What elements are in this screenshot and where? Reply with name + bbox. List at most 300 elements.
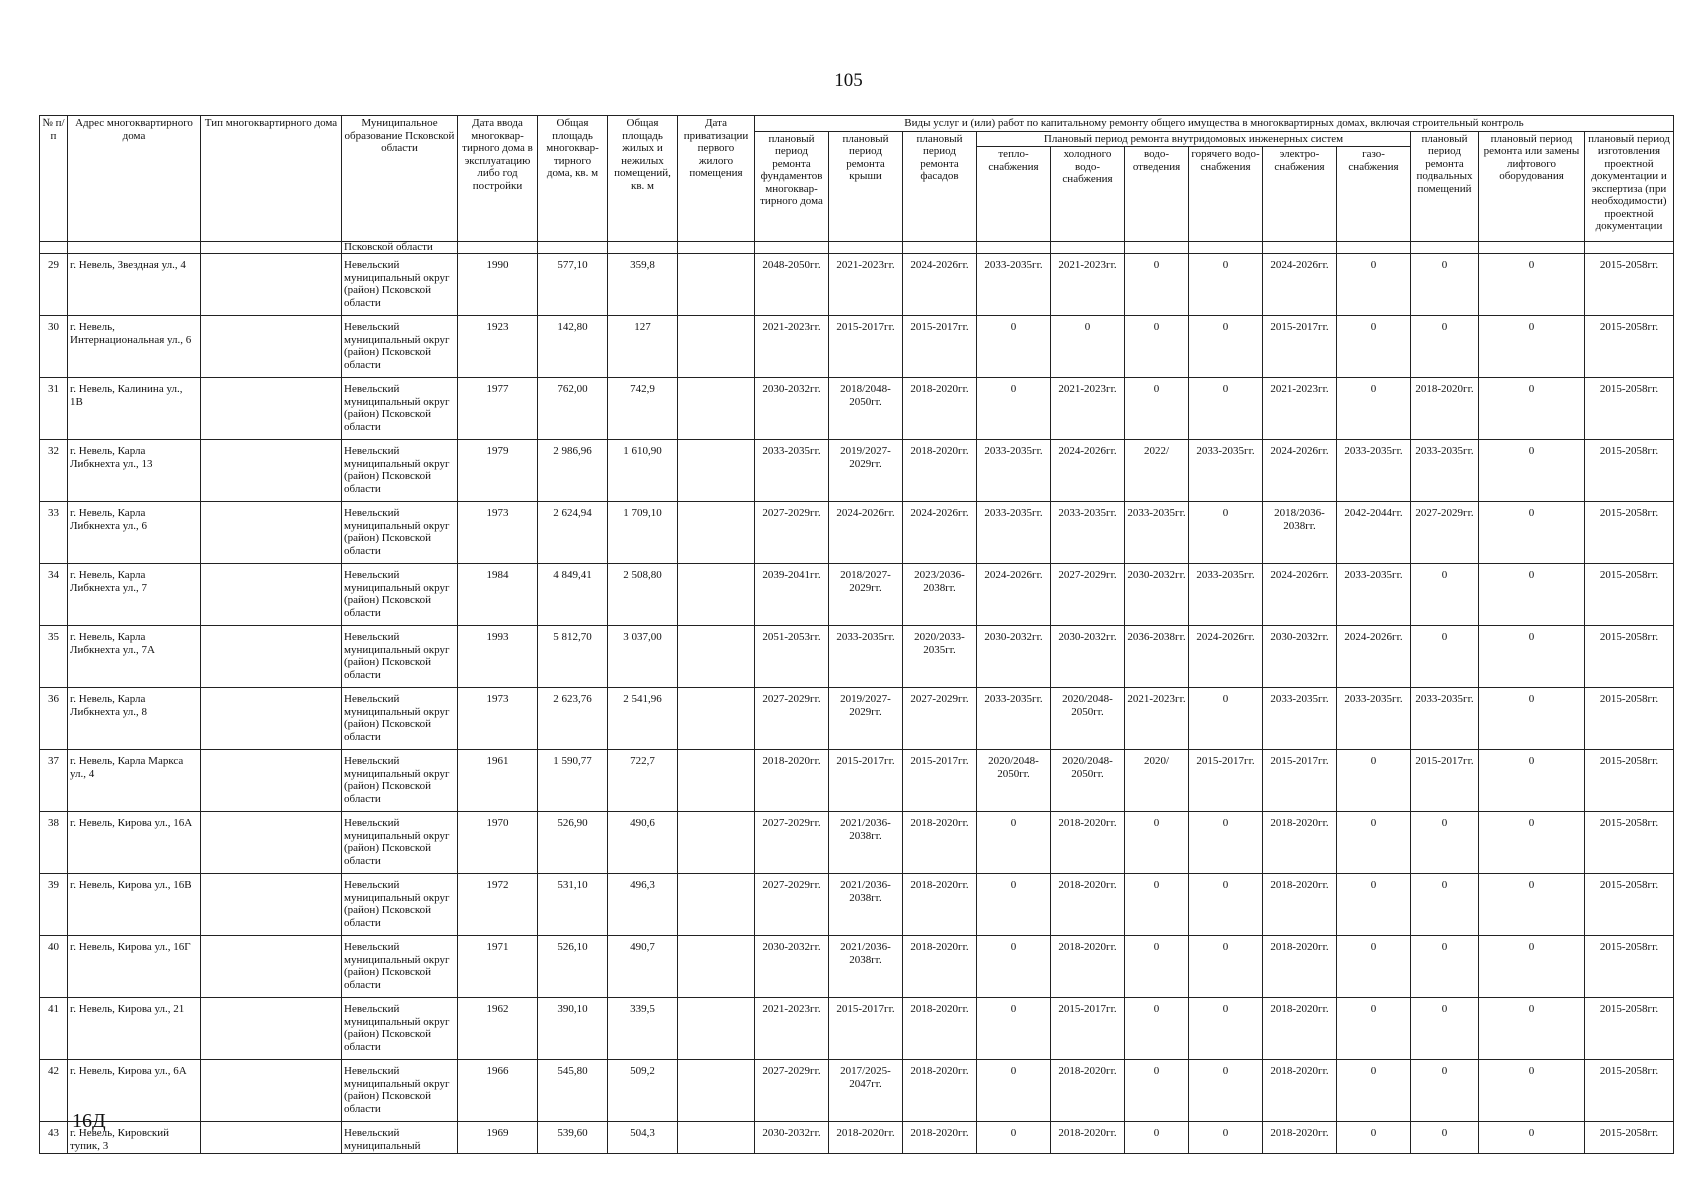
cell-total-area: 577,10 — [538, 254, 608, 316]
cell-sewer: 0 — [1125, 1060, 1189, 1122]
header-cold-water: холодного водо-снабжения — [1051, 147, 1125, 242]
cell-year: 1973 — [458, 502, 538, 564]
cell-roof: 2018/2027-2029гг. — [829, 564, 903, 626]
cell-facade: 2018-2020гг. — [903, 936, 977, 998]
cell-living-area: 1 610,90 — [608, 440, 678, 502]
cell-foundation: 2051-2053гг. — [755, 626, 829, 688]
cell-heat: 0 — [977, 378, 1051, 440]
cell-foundation: 2027-2029гг. — [755, 1060, 829, 1122]
cell-living-area: 3 037,00 — [608, 626, 678, 688]
page-number: 105 — [834, 70, 863, 91]
cell-municipality: Невельский муниципальный округ (район) Псковской области — [342, 936, 458, 998]
table-row-fragment — [40, 242, 1674, 254]
cell-year: 1923 — [458, 316, 538, 378]
cell-living-area: 490,6 — [608, 812, 678, 874]
cell-electric: 2030-2032гг. — [1263, 626, 1337, 688]
cell-address: г. Невель, Карла Маркса ул., 4 — [68, 750, 201, 812]
header-facade: плановый период ремонта фасадов — [903, 131, 977, 242]
cell-basement: 0 — [1411, 316, 1479, 378]
cell-year: 1972 — [458, 874, 538, 936]
cell-facade: 2018-2020гг. — [903, 1060, 977, 1122]
cell-heat: 0 — [977, 1122, 1051, 1154]
cell-heat: 0 — [977, 874, 1051, 936]
cell-municipality: Невельский муниципальный округ (район) Псковской области — [342, 874, 458, 936]
cell-address: г. Невель, Кирова ул., 6А — [68, 1060, 201, 1122]
cell-total-area: 531,10 — [538, 874, 608, 936]
cell-hot-water: 2015-2017гг. — [1189, 750, 1263, 812]
cell-basement: 0 — [1411, 254, 1479, 316]
cell-gas: 2042-2044гг. — [1337, 502, 1411, 564]
cell-num: 43 — [40, 1122, 68, 1154]
cell-year: 1984 — [458, 564, 538, 626]
header-address: Адрес многоквартирного дома — [68, 116, 201, 242]
cell-num: 33 — [40, 502, 68, 564]
cell-municipality: Невельский муниципальный округ (район) Псковской области — [342, 564, 458, 626]
cell-electric: 2015-2017гг. — [1263, 750, 1337, 812]
cell-type — [201, 254, 342, 316]
cell-roof: 2019/2027-2029гг. — [829, 688, 903, 750]
table-row — [40, 378, 1674, 440]
cell-roof: 2024-2026гг. — [829, 502, 903, 564]
cell-roof: 2015-2017гг. — [829, 750, 903, 812]
cell-privatization — [678, 254, 755, 316]
cell-design: 2015-2058гг. — [1585, 812, 1674, 874]
header-total-area: Общая площадь многоквар-тирного дома, кв. м — [538, 116, 608, 242]
cell-total-area: 2 986,96 — [538, 440, 608, 502]
cell-type — [201, 1060, 342, 1122]
cell-year: 1970 — [458, 812, 538, 874]
cell-living-area: 509,2 — [608, 1060, 678, 1122]
cell-roof: 2015-2017гг. — [829, 998, 903, 1060]
cell-facade: 2018-2020гг. — [903, 440, 977, 502]
cell-total-area: 2 623,76 — [538, 688, 608, 750]
table-row — [40, 998, 1674, 1060]
cell-electric: 2024-2026гг. — [1263, 564, 1337, 626]
cell-living-area: 496,3 — [608, 874, 678, 936]
cell-electric: 2018/2036-2038гг. — [1263, 502, 1337, 564]
cell-elevator: 0 — [1479, 874, 1585, 936]
cell-cold-water: 2015-2017гг. — [1051, 998, 1125, 1060]
cell-roof: 2017/2025-2047гг. — [829, 1060, 903, 1122]
cell-municipality: Невельский муниципальный округ (район) Псковской области — [342, 750, 458, 812]
cell-hot-water: 0 — [1189, 874, 1263, 936]
cell-year: 1979 — [458, 440, 538, 502]
cell-num: 36 — [40, 688, 68, 750]
cell-living-area: 742,9 — [608, 378, 678, 440]
cell-hot-water: 0 — [1189, 688, 1263, 750]
cell-facade: 2015-2017гг. — [903, 316, 977, 378]
cell-num: 38 — [40, 812, 68, 874]
cell-design: 2015-2058гг. — [1585, 626, 1674, 688]
cell-basement: 2033-2035гг. — [1411, 688, 1479, 750]
cell-address: г. Невель, Кирова ул., 16А — [68, 812, 201, 874]
cell-facade: 2024-2026гг. — [903, 502, 977, 564]
cell-electric: 2018-2020гг. — [1263, 1060, 1337, 1122]
cell-elevator: 0 — [1479, 1060, 1585, 1122]
cell-electric: 2015-2017гг. — [1263, 316, 1337, 378]
cell-municipality: Невельский муниципальный округ (район) Псковской области — [342, 812, 458, 874]
cell-privatization — [678, 812, 755, 874]
cell-electric: 2018-2020гг. — [1263, 936, 1337, 998]
cell-cold-water: 2020/2048-2050гг. — [1051, 750, 1125, 812]
cell-facade: 2018-2020гг. — [903, 1122, 977, 1154]
cell-type — [201, 750, 342, 812]
cell-design: 2015-2058гг. — [1585, 564, 1674, 626]
cell-cold-water: 2018-2020гг. — [1051, 936, 1125, 998]
cell-heat: 2024-2026гг. — [977, 564, 1051, 626]
cell-roof: 2015-2017гг. — [829, 316, 903, 378]
cell-cold-water: 2021-2023гг. — [1051, 254, 1125, 316]
cell-sewer: 2021-2023гг. — [1125, 688, 1189, 750]
cell-cold-water: 2018-2020гг. — [1051, 1122, 1125, 1154]
cell-num: 35 — [40, 626, 68, 688]
cell-total-area: 545,80 — [538, 1060, 608, 1122]
cell-elevator: 0 — [1479, 998, 1585, 1060]
cell-heat: 2033-2035гг. — [977, 440, 1051, 502]
cell-municipality: Невельский муниципальный округ (район) Псковской области — [342, 626, 458, 688]
cell-basement: 0 — [1411, 564, 1479, 626]
header-basement: плановый период ремонта подвальных помещений — [1411, 131, 1479, 242]
cell-municipality: Невельский муниципальный округ (район) Псковской области — [342, 378, 458, 440]
cell-facade: 2024-2026гг. — [903, 254, 977, 316]
cell-living-area: 722,7 — [608, 750, 678, 812]
cell-sewer: 2036-2038гг. — [1125, 626, 1189, 688]
cell-hot-water: 0 — [1189, 936, 1263, 998]
table-row — [40, 936, 1674, 998]
cell-sewer: 0 — [1125, 936, 1189, 998]
header-municipality: Муниципальное образование Псковской области — [342, 116, 458, 242]
cell-elevator: 0 — [1479, 564, 1585, 626]
cell-num: 42 — [40, 1060, 68, 1122]
cell-privatization — [678, 936, 755, 998]
cell-foundation: 2048-2050гг. — [755, 254, 829, 316]
cell-address: г. Невель, Кирова ул., 16В — [68, 874, 201, 936]
cell-living-area: 2 508,80 — [608, 564, 678, 626]
cell-basement: 0 — [1411, 812, 1479, 874]
cell-elevator: 0 — [1479, 626, 1585, 688]
cell-hot-water: 0 — [1189, 998, 1263, 1060]
table-row — [40, 626, 1674, 688]
cell-design: 2015-2058гг. — [1585, 254, 1674, 316]
cell-design: 2015-2058гг. — [1585, 998, 1674, 1060]
cell-living-area: 504,3 — [608, 1122, 678, 1154]
table-row — [40, 564, 1674, 626]
cell-gas: 0 — [1337, 936, 1411, 998]
cell-num: 41 — [40, 998, 68, 1060]
header-works-group: Виды услуг и (или) работ по капитальному ремонту общего имущества в многоквартирных домах, включая строительный контроль — [755, 116, 1674, 132]
table-row — [40, 812, 1674, 874]
cell-address: г. Невель, Карла Либкнехта ул., 7А — [68, 626, 201, 688]
cell-elevator: 0 — [1479, 688, 1585, 750]
cell-design: 2015-2058гг. — [1585, 502, 1674, 564]
cell-hot-water: 0 — [1189, 254, 1263, 316]
header-heat: тепло-снабжения — [977, 147, 1051, 242]
header-systems-group: Плановый период ремонта внутридомовых инженерных систем — [977, 131, 1411, 147]
cell-basement: 0 — [1411, 936, 1479, 998]
cell-foundation: 2021-2023гг. — [755, 998, 829, 1060]
header-privatization-date: Дата приватизации первого жилого помещения — [678, 116, 755, 242]
cell-elevator: 0 — [1479, 750, 1585, 812]
cell-cold-water: 2020/2048-2050гг. — [1051, 688, 1125, 750]
cell-hot-water: 2033-2035гг. — [1189, 564, 1263, 626]
cell-cold-water: 2033-2035гг. — [1051, 502, 1125, 564]
cell-gas: 0 — [1337, 750, 1411, 812]
cell-address: г. Невель, Карла Либкнехта ул., 13 — [68, 440, 201, 502]
cell-heat: 0 — [977, 1060, 1051, 1122]
cell-sewer: 2022/ — [1125, 440, 1189, 502]
header-roof: плановый период ремонта крыши — [829, 131, 903, 242]
cell-cold-water: 2027-2029гг. — [1051, 564, 1125, 626]
cell-sewer: 0 — [1125, 1122, 1189, 1154]
cell-facade: 2015-2017гг. — [903, 750, 977, 812]
table-row — [40, 254, 1674, 316]
cell-privatization — [678, 1122, 755, 1154]
cell-hot-water: 0 — [1189, 502, 1263, 564]
header-living-area: Общая площадь жилых и нежилых помещений, кв. м — [608, 116, 678, 242]
cell-basement: 2015-2017гг. — [1411, 750, 1479, 812]
cell-design: 2015-2058гг. — [1585, 440, 1674, 502]
cell-address: г. Невель, Калинина ул., 1В — [68, 378, 201, 440]
cell-sewer: 0 — [1125, 316, 1189, 378]
cell-year: 1993 — [458, 626, 538, 688]
cell-gas: 0 — [1337, 812, 1411, 874]
cell-roof: 2021/2036-2038гг. — [829, 812, 903, 874]
cell-year: 1990 — [458, 254, 538, 316]
cell-address: г. Невель, Карла Либкнехта ул., 7 — [68, 564, 201, 626]
cell-facade: 2027-2029гг. — [903, 688, 977, 750]
cell-year: 1969 — [458, 1122, 538, 1154]
cell-type — [201, 688, 342, 750]
cell-foundation: 2021-2023гг. — [755, 316, 829, 378]
cell-basement: 2027-2029гг. — [1411, 502, 1479, 564]
cell-foundation: 2030-2032гг. — [755, 936, 829, 998]
cell-gas: 0 — [1337, 874, 1411, 936]
header-num: № п/п — [40, 116, 68, 242]
cell-heat: 0 — [977, 316, 1051, 378]
cell-total-area: 4 849,41 — [538, 564, 608, 626]
cell-cold-water: 2021-2023гг. — [1051, 378, 1125, 440]
table-row — [40, 688, 1674, 750]
cell-hot-water: 0 — [1189, 812, 1263, 874]
cell-elevator: 0 — [1479, 812, 1585, 874]
cell-address: г. Невель, Кирова ул., 16Г — [68, 936, 201, 998]
cell-living-area: 359,8 — [608, 254, 678, 316]
cell-design: 2015-2058гг. — [1585, 1122, 1674, 1154]
cell-total-area: 539,60 — [538, 1122, 608, 1154]
cell-electric: 2018-2020гг. — [1263, 874, 1337, 936]
cell-municipality: Невельский муниципальный округ (район) Псковской области — [342, 502, 458, 564]
cell-num: 39 — [40, 874, 68, 936]
table-row — [40, 440, 1674, 502]
cell-gas: 2033-2035гг. — [1337, 440, 1411, 502]
cell-sewer: 0 — [1125, 998, 1189, 1060]
cell-elevator: 0 — [1479, 502, 1585, 564]
cell-year: 1973 — [458, 688, 538, 750]
cell-cold-water: 2018-2020гг. — [1051, 1060, 1125, 1122]
cell-electric: 2024-2026гг. — [1263, 254, 1337, 316]
cell-basement: 0 — [1411, 998, 1479, 1060]
cell-sewer: 2020/ — [1125, 750, 1189, 812]
cell-elevator: 0 — [1479, 254, 1585, 316]
cell-type — [201, 378, 342, 440]
cell-facade: 2018-2020гг. — [903, 378, 977, 440]
cell-hot-water: 2024-2026гг. — [1189, 626, 1263, 688]
cell-gas: 0 — [1337, 378, 1411, 440]
cell-municipality: Невельский муниципальный округ (район) Псковской области — [342, 316, 458, 378]
cell-num: 40 — [40, 936, 68, 998]
cell-year: 1966 — [458, 1060, 538, 1122]
cell-num: 32 — [40, 440, 68, 502]
cell-privatization — [678, 502, 755, 564]
cell-foundation: 2027-2029гг. — [755, 502, 829, 564]
cell-roof: 2018-2020гг. — [829, 1122, 903, 1154]
cell-sewer: 2033-2035гг. — [1125, 502, 1189, 564]
cell-electric: 2018-2020гг. — [1263, 1122, 1337, 1154]
cell-design: 2015-2058гг. — [1585, 378, 1674, 440]
cell-hot-water: 0 — [1189, 1122, 1263, 1154]
cell-elevator: 0 — [1479, 378, 1585, 440]
cell-sewer: 2030-2032гг. — [1125, 564, 1189, 626]
cell-electric: 2024-2026гг. — [1263, 440, 1337, 502]
cell-foundation: 2027-2029гг. — [755, 688, 829, 750]
cell-elevator: 0 — [1479, 1122, 1585, 1154]
cell-heat: 0 — [977, 936, 1051, 998]
cell-basement: 2018-2020гг. — [1411, 378, 1479, 440]
cell-hot-water: 0 — [1189, 1060, 1263, 1122]
cell-roof: 2021/2036-2038гг. — [829, 874, 903, 936]
cell-electric: 2033-2035гг. — [1263, 688, 1337, 750]
header-sewer: водо-отведения — [1125, 147, 1189, 242]
cell-living-area: 127 — [608, 316, 678, 378]
header-design: плановый период изготовления проектной документации и экспертиза (при необходимости) проектной документации — [1585, 131, 1674, 242]
cell-privatization — [678, 874, 755, 936]
cell-privatization — [678, 998, 755, 1060]
cell-type — [201, 502, 342, 564]
footer-mark: 16Д — [72, 1110, 106, 1132]
cell-type — [201, 316, 342, 378]
cell-roof: 2021/2036-2038гг. — [829, 936, 903, 998]
cell-living-area: 2 541,96 — [608, 688, 678, 750]
cell-foundation: 2027-2029гг. — [755, 874, 829, 936]
cell-gas: 2033-2035гг. — [1337, 564, 1411, 626]
cell-heat: 0 — [977, 812, 1051, 874]
cell-heat: 2020/2048-2050гг. — [977, 750, 1051, 812]
cell-roof: 2033-2035гг. — [829, 626, 903, 688]
cell-heat: 2033-2035гг. — [977, 502, 1051, 564]
cell-design: 2015-2058гг. — [1585, 874, 1674, 936]
cell-num: 31 — [40, 378, 68, 440]
cell-address: г. Невель, Карла Либкнехта ул., 6 — [68, 502, 201, 564]
cell-foundation: 2018-2020гг. — [755, 750, 829, 812]
cell-gas: 0 — [1337, 254, 1411, 316]
cell-privatization — [678, 564, 755, 626]
cell-total-area: 526,90 — [538, 812, 608, 874]
cell-municipality: Невельский муниципальный — [342, 1122, 458, 1154]
cell-year: 1971 — [458, 936, 538, 998]
cell-privatization — [678, 378, 755, 440]
cell-privatization — [678, 1060, 755, 1122]
cell-facade: 2018-2020гг. — [903, 874, 977, 936]
cell-sewer: 0 — [1125, 254, 1189, 316]
cell-facade: 2018-2020гг. — [903, 812, 977, 874]
cell-municipality: Невельский муниципальный округ (район) Псковской области — [342, 998, 458, 1060]
cell-type — [201, 936, 342, 998]
cell-basement: 0 — [1411, 1060, 1479, 1122]
cell-heat: 0 — [977, 998, 1051, 1060]
cell-municipality: Невельский муниципальный округ (район) Псковской области — [342, 254, 458, 316]
header-elevator: плановый период ремонта или замены лифтового оборудования — [1479, 131, 1585, 242]
cell-type — [201, 874, 342, 936]
cell-gas: 2033-2035гг. — [1337, 688, 1411, 750]
cell-living-area: 1 709,10 — [608, 502, 678, 564]
cell-foundation: 2030-2032гг. — [755, 1122, 829, 1154]
cell-heat: 2030-2032гг. — [977, 626, 1051, 688]
cell-heat: 2033-2035гг. — [977, 254, 1051, 316]
capital-repair-table — [39, 115, 1674, 1154]
header-electric: электро-снабжения — [1263, 147, 1337, 242]
cell-electric: 2021-2023гг. — [1263, 378, 1337, 440]
header-commission-date: Дата ввода многоквар-тирного дома в эксплуатацию либо год постройки — [458, 116, 538, 242]
cell-total-area: 526,10 — [538, 936, 608, 998]
cell-privatization — [678, 688, 755, 750]
cell-cold-water: 2024-2026гг. — [1051, 440, 1125, 502]
cell-privatization — [678, 440, 755, 502]
cell-gas: 0 — [1337, 1122, 1411, 1154]
cell-type — [201, 626, 342, 688]
cell-total-area: 1 590,77 — [538, 750, 608, 812]
cell-privatization — [678, 750, 755, 812]
cell-privatization — [678, 316, 755, 378]
cell-municipality: Псковской области — [342, 242, 458, 254]
cell-facade: 2018-2020гг. — [903, 998, 977, 1060]
header-hot-water: горячего водо-снабжения — [1189, 147, 1263, 242]
cell-foundation: 2033-2035гг. — [755, 440, 829, 502]
cell-num: 37 — [40, 750, 68, 812]
cell-sewer: 0 — [1125, 874, 1189, 936]
cell-hot-water: 0 — [1189, 316, 1263, 378]
cell-heat: 2033-2035гг. — [977, 688, 1051, 750]
cell-year: 1977 — [458, 378, 538, 440]
cell-design: 2015-2058гг. — [1585, 750, 1674, 812]
cell-type — [201, 564, 342, 626]
cell-foundation: 2030-2032гг. — [755, 378, 829, 440]
cell-gas: 0 — [1337, 316, 1411, 378]
cell-address: г. Невель, Звездная ул., 4 — [68, 254, 201, 316]
cell-facade: 2023/2036-2038гг. — [903, 564, 977, 626]
table-row — [40, 750, 1674, 812]
cell-foundation: 2039-2041гг. — [755, 564, 829, 626]
cell-electric: 2018-2020гг. — [1263, 998, 1337, 1060]
cell-roof: 2021-2023гг. — [829, 254, 903, 316]
cell-num: 34 — [40, 564, 68, 626]
cell-type — [201, 440, 342, 502]
cell-elevator: 0 — [1479, 936, 1585, 998]
cell-address: г. Невель, Кирова ул., 21 — [68, 998, 201, 1060]
cell-type — [201, 998, 342, 1060]
cell-design: 2015-2058гг. — [1585, 688, 1674, 750]
cell-year: 1962 — [458, 998, 538, 1060]
cell-living-area: 490,7 — [608, 936, 678, 998]
cell-municipality: Невельский муниципальный округ (район) Псковской области — [342, 440, 458, 502]
cell-foundation: 2027-2029гг. — [755, 812, 829, 874]
cell-cold-water: 2030-2032гг. — [1051, 626, 1125, 688]
table-row — [40, 1122, 1674, 1154]
header-type: Тип многоквартирного дома — [201, 116, 342, 242]
cell-basement: 0 — [1411, 874, 1479, 936]
cell-roof: 2019/2027-2029гг. — [829, 440, 903, 502]
table-row — [40, 874, 1674, 936]
cell-total-area: 142,80 — [538, 316, 608, 378]
